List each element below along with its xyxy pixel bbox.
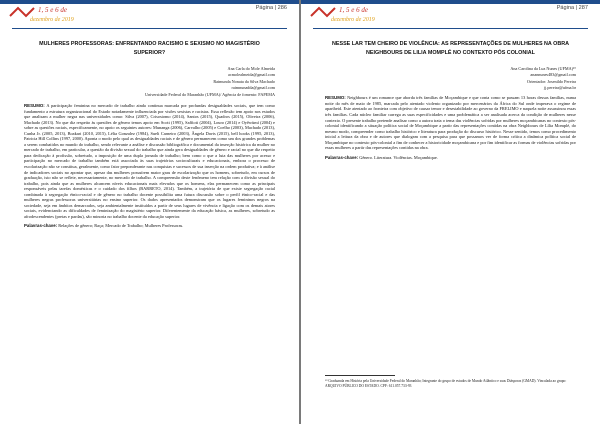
- abstract-text: Neighbours é um romance que aborda três famílias de Moçambique e que conta como se passam 13 horas dessas famílias, numa noite do mês de maio de 1985, marcada pelo atentado violento organizado por mercenários da África do Sul onde imperava o regime de apartheid. Este atentado ao fronteira com objetivo de causar temor e desestabilidade ao governo da FRELIMO e naquela noite assassinou essas três famílias. Cada núcleo familiar carrega as suas especificidades e uma problemática a ser analisada acerca da condição de mulheres nesse contexto. O presente trabalho pretende analisar como a autora trata o tema das violências sofridas por mulheres moçambicanas no contexto pós-colonial identificando a situação política social de Moçambique a partir das representações contidas na obra Neighbours de Lília Momplé, do mesmo modo, compreender como trabalho histórico e literatura para produção do discurso histórico. Nesse sentido, temos como procedimento inicial a leitura da obra e de autores que dialogam com a pesquisa para que possamos ver de forma crítica a dinâmica política social de Moçambique no contexto pós-colonial a fim de conhecer a historicidade moçambicana e por fim identificar as formas de violências sofridas por essas mulheres a partir das representações contidas na obra.: [325, 95, 576, 151]
- page-header: [301, 0, 600, 27]
- keywords-label: Palavras-chave:: [325, 154, 359, 160]
- header-rule: [313, 28, 588, 29]
- footnote-rule: [325, 375, 395, 376]
- advisor-email: jj.pereira@ufma.br: [544, 84, 576, 90]
- left-page: [0, 0, 299, 424]
- keywords-text: Relações de gênero; Raça; Mercado de Trabalho; Mulheres Professoras.: [58, 223, 184, 229]
- page-number: Página | 286: [255, 5, 287, 11]
- page-number: Página | 287: [556, 5, 588, 11]
- author-email: acmolealmeida@gmail.com: [228, 71, 275, 77]
- author-name: Ana Carolina da Luz Nunes (UFMA)¹⁰: [510, 66, 576, 71]
- right-page: [301, 0, 600, 424]
- keywords-label: Palavras-chave:: [24, 223, 58, 229]
- abstract-text: A participação feminina no mercado de trabalho ainda continua marcada por profundas desigualdades sociais, que tem como fundamento a estrutura organizacional do Estado notadamente influenciada por visões sexistas e racistas. Essa reflexão tem apoio nos estudos que analisam a mulher negra nas universidades como: Silva (2007), Crisostomo (2014), Santos (2015), Quadros (2015), Oliveira (2006), Machado (2013). No que diz respeito às questões de gênero temos apoio em Scott (1995), Saffioti (2004), Louro (2014) e Oyěwùmí (2004) e sobre as questões raciais, especificamente, no apoio os seguintes autores: Munanga (2006), Carvalho (2005) e Coelho (2003), Machado (2013), Cunha Jr. (2005, 2013), Boakari (2010, 2015), Lélia Gonzalez (1984), Sueli Carneiro (2003), Ângela Davis (2015), bell hooks (1995, 2013), Patricia Hill Collins (1997, 2000). Aponta o modo pelo qual as desigualdades raciais e de gênero permanecem como um dos grandes problemas a serem combatidos no mundo do trabalho, sendo relevante a análise e discussão bibliográfica e documental da inserção histórica da mulher no mercado de trabalho, em particular, a questão da divisão sexual do trabalho que ainda gera desigualdades de gênero e racial no que diz respeito para dedicação à profissão, sobretudo, a imposição de uma dupla jornada de trabalho; bem como o que a luta das mulheres por acesso e participação no mercado de trabalho também está associada às suas trajetórias socioculturais e educacionais, embora o processo de escolarização não se constitua, geralmente, como fator preponderante nas conquistas e sucessos de sua inserção na ordem produtiva; e à análise de indicadores sociais no apontar que, apesar das mulheres possuírem maior grau de escolarização que os homens, sobretudo, em cursos de graduação, isto não se reflete, necessariamente, no mercado de trabalho. A compreensão deste fenômeno tem relação com a divisão sexual do trabalho, pois ainda que as mulheres alcancem níveis educacionais mais elevados que os homens, elas permanecem como as principais responsáveis pelas tarefas domésticas e o cuidado dos filhos (BARRETO, 2014). Também, a trajetória de que existe segregação racial combinada à segregação étnico-racial e de gênero no trabalho docente possibilita uma futura discussão sobre o perfil étnico-racial e das mulheres negras professoras universitárias no ensino superior. Os dados apresentados demonstram que os lugares femininos negros na sociedade, seja em âmbitos demarcados, seja ambientalmente instituídos a partir de seus lugares de vivência e ligação com os demais atores sociais, evidenciando as dificuldades de feminização do magistério superior. Diferentemente da educação básica, as mulheres, sobretudo as afrodescendentes (pretas e pardas), são minoria no trabalho docente da educação superior.: [24, 102, 275, 219]
- author-name: Raimunda Nonata da Silva Machado: [213, 79, 275, 85]
- footnote: ¹⁰ Graduanda em História pela Universidade Federal do Maranhão; Integrante do grupo de estudos de Mundo Atlântico e suas Diásporas (GMAD). Vinculada ao grupo: ARQUIVO PÚBLICO DO ESTADO. CPF: 611.057.733-93: [325, 379, 567, 388]
- abstract-label: RESUMO:: [24, 102, 45, 108]
- header-rule: [12, 28, 287, 29]
- author-email: anannunes483@gmail.com: [530, 71, 576, 77]
- article-title: MULHERES PROFESSORAS: ENFRENTANDO RACISMO E SEXISMO NO MAGISTÉRIO SUPERIOR?: [39, 41, 260, 56]
- author-block: [325, 66, 576, 90]
- author-email: raimnunadda@gmail.com: [231, 84, 275, 90]
- keywords-line: [325, 155, 576, 161]
- abstract-paragraph: [24, 103, 275, 219]
- abstract-label: RESUMO:: [325, 95, 346, 101]
- advisor-name: Orientador: Josenildo Pereira: [526, 79, 576, 85]
- article-content: [325, 40, 576, 160]
- svg-text:dezembro de 2019: dezembro de 2019: [30, 17, 74, 23]
- article-content: [24, 40, 275, 229]
- author-block: [24, 66, 275, 98]
- svg-text:dezembro de 2019: dezembro de 2019: [331, 17, 375, 23]
- event-logo: [8, 3, 86, 25]
- page-header: [0, 0, 299, 27]
- author-affiliation: Universidade Federal do Maranhão (UFMA)/ Agência de fomento: FAPEMA: [145, 92, 275, 98]
- svg-text:1, 5 e 6 de: 1, 5 e 6 de: [38, 6, 67, 14]
- svg-text:1, 5 e 6 de: 1, 5 e 6 de: [339, 6, 368, 14]
- abstract-paragraph: [325, 95, 576, 150]
- event-logo: [309, 3, 387, 25]
- keywords-text: Gênero. Literatura. Violências. Moçambique.: [359, 154, 438, 160]
- author-name: Ana Carla do Mole Almeida: [227, 66, 275, 71]
- keywords-line: [24, 223, 275, 229]
- article-title: NESSE LAR TEM CHEIRO DE VIOLÊNCIA: AS REPRESENTAÇÕES DE MULHERES NA OBRA NEIGHBOURS DE LILIA MOMPLÉ NO CONTEXTO PÓS COLONIAL: [331, 41, 569, 56]
